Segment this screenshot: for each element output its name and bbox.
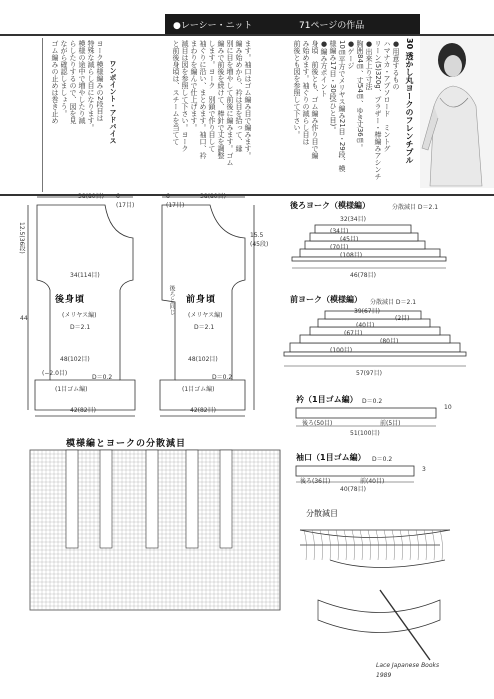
front-yoke-top: 39(67目) <box>354 308 380 315</box>
advice-title: ワンポイント・アドバイス <box>109 60 117 144</box>
back-yoke-title: 後ろヨーク（模様編） <box>290 201 370 210</box>
article-body-1: ●用意するもの ハマナカ・アプソロード ミントグ リーン(5)320g、プラザー・棒編みアシンチ ●出来上り寸法 胸囲84㎝、丈54㎝、ゆき丈36㎝。 ●ゲージ 10㎝平方でメリヤス編み21目・29段、模 様編み17目・30段(ひと目)。 ●編み方ポイント 身頃 前後とも、ゴム編み作り目で編 み始めます。袖ぐりの減らし目は 前後とも図を参照して下さい。 <box>293 40 400 180</box>
front-gauge: D＝2.1 <box>194 324 215 331</box>
back-gauge: D＝2.1 <box>70 324 91 331</box>
back-height: 44 <box>20 315 28 322</box>
year-mark: 1989 <box>376 672 392 679</box>
article-body-2: ます。袖口はゴム編み目で編みます。 編み始めから、衿は目を拾って、縁 別に目を増やして前後に編みます。ゴム 編みで前後を続けて、棒針で丈を調整 します。ヨーク 別鎖で作り目して 袖ぐりに沿い、まとめます。袖口、衿 まわりを編んで仕上げます。 減目は図を参照して下さい。ヨーク と前後身頃は、スチームを当てて <box>172 40 252 166</box>
back-top-width: 38(80目) <box>78 193 104 200</box>
stitch-loop <box>440 530 443 560</box>
collar-title: 衿（1目ゴム編） <box>296 395 358 404</box>
advice-text: ヨーク模様編みの2段目は 特殊な減らし目になります。 模様の途中で増やしたり減 らしたりするので、図を見 ながら確認しましょう。 ゴム編みの止めは巻き止め <box>51 40 104 131</box>
front-stitch: (メリヤス編) <box>188 312 223 319</box>
cuff-title: 袖口（1目ゴム編） <box>296 453 366 462</box>
front-yoke-decrease: 分散減目 D＝2.1 <box>370 299 417 306</box>
front-body-title: 前身頃 <box>186 295 217 305</box>
back-stitch: (メリヤス編) <box>62 312 97 319</box>
section-label: ●レーシー・ニット <box>173 20 253 31</box>
chart-title: 模様編とヨークの分散減目 <box>66 439 187 449</box>
collar-front: 前(5目) <box>380 420 401 427</box>
back-yoke-decrease: 分散減目 D＝2.1 <box>392 204 439 211</box>
back-yoke-row2: (34目) <box>330 228 349 235</box>
front-rib-d: D＝0.2 <box>212 374 233 381</box>
front-bottom: 42(82目) <box>190 407 216 414</box>
front-yoke-row4: (67目) <box>344 330 363 337</box>
collar-back: 後ろ(50目) <box>302 420 333 427</box>
cuff-width: 40(78目) <box>340 486 366 493</box>
front-center-note: 後ろと同じ <box>168 285 175 315</box>
illustration-title: 分散減目 <box>306 509 338 518</box>
article-title: 30 透かし丸ヨークのフレンチプル <box>405 38 414 164</box>
collar-width: 51(100目) <box>350 430 380 437</box>
back-rib: (1目ゴム編) <box>55 386 88 393</box>
back-armhole-rows: 12.5(36段) <box>18 222 25 254</box>
back-yoke-bottom: 46(78目) <box>350 272 376 279</box>
back-yoke-row3: (45目) <box>340 236 359 243</box>
cuff-height: 3 <box>422 466 426 473</box>
cuff-d: D＝0.2 <box>372 456 393 463</box>
cuff-back: 後ろ(36目) <box>300 478 331 485</box>
front-top-width: 38(80目) <box>200 193 226 200</box>
front-shoulder: 6 (17目) <box>166 193 185 209</box>
signature: Lace Japanese Books <box>376 662 440 669</box>
back-rib-rows: (−2.0目) <box>42 370 68 377</box>
back-yoke-top: 32(34目) <box>340 216 366 223</box>
front-yoke-row2: (2目) <box>395 315 410 322</box>
page-reference: 71ページの作品 <box>299 20 365 31</box>
back-shoulder: 6 (17目) <box>116 193 135 209</box>
back-bottom: 42(82目) <box>70 407 96 414</box>
cuff-front: 前(40目) <box>360 478 385 485</box>
back-bust: 34(114目) <box>70 272 100 279</box>
back-rib-d: D＝0.2 <box>92 374 113 381</box>
front-yoke-row3: (40目) <box>356 322 375 329</box>
front-yoke-row5: (80目) <box>380 338 399 345</box>
back-yoke-row4: (70目) <box>330 244 349 251</box>
front-rib: (1目ゴム編) <box>182 386 215 393</box>
back-body-title: 後身頃 <box>55 295 86 305</box>
collar-height: 10 <box>444 404 452 411</box>
back-yoke-row5: (108目) <box>340 252 363 259</box>
front-yoke-row6: (100目) <box>330 347 353 354</box>
back-hem: 48(102目) <box>60 356 90 363</box>
front-yoke-bottom: 57(97目) <box>356 370 382 377</box>
collar-d: D＝0.2 <box>362 398 383 405</box>
front-hem: 48(102目) <box>188 356 218 363</box>
front-yoke-title: 前ヨーク（模様編） <box>290 295 362 304</box>
front-side-rows: 15.5 (45段) <box>250 232 269 248</box>
